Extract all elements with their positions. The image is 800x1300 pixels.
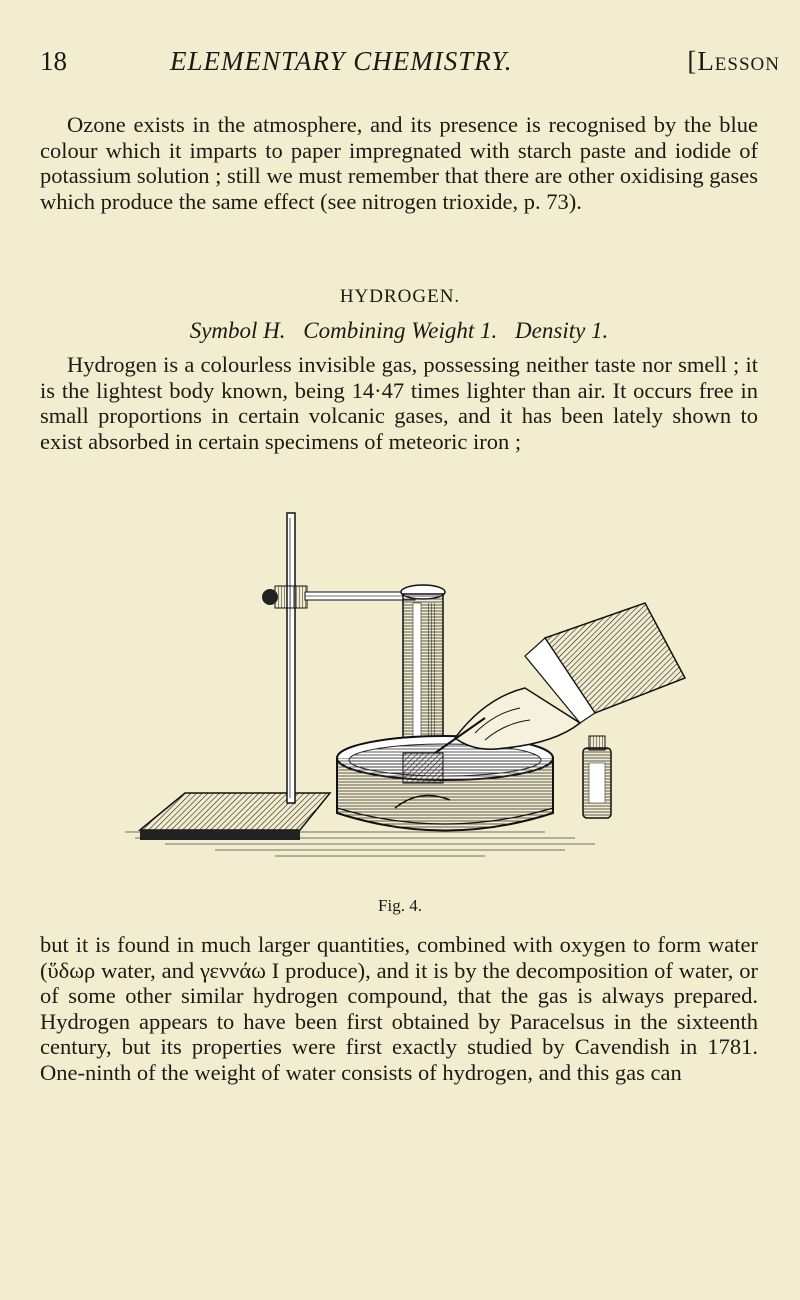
section-heading: HYDROGEN.: [339, 286, 461, 307]
paragraph-hydrogen-intro: Hydrogen is a colourless invisible gas, possessing neither taste nor smell ; it is the lightest body known, being 14·47 times lighter than air. It occurs free in small proportions in certain volcanic gases, and it has been lately shown to exist absorbed in certain specimens of meteoric iron ;: [40, 352, 758, 454]
reagent-bottle: [583, 736, 611, 818]
hand-holding-tube: [435, 603, 685, 753]
density-label: Density 1.: [515, 318, 609, 343]
paragraph-ozone: Ozone exists in the atmosphere, and its presence is recognised by the blue colour which it imparts to paper impregnated with starch paste and iodide of potassium solution ; still we must remember that there are other oxidising gases which produce the same effect (see nitrogen trioxide, p. 73).: [40, 112, 758, 214]
water-trough: [337, 736, 553, 831]
apparatus-illustration: [125, 508, 695, 873]
running-title: ELEMENTARY CHEMISTRY.: [170, 46, 513, 76]
symbol-label: Symbol H.: [189, 318, 286, 343]
clamp-arm: [262, 586, 415, 608]
page-header: [40, 46, 780, 86]
section-label: [Lesson: [687, 46, 780, 76]
figure-caption: Fig. 4.: [378, 896, 422, 915]
combining-weight-label: Combining Weight 1.: [303, 318, 498, 343]
properties-line: [40, 318, 758, 344]
stand-base: [140, 793, 330, 840]
page-number: 18: [40, 46, 67, 76]
stand-rod: [287, 513, 295, 803]
paragraph-hydrogen-continued: but it is found in much larger quantities, combined with oxygen to form water (ὕδωρ water, and γεννάω I produce), and it is by the decomposition of water, or of some other similar hydrogen compound, that the gas is always prepared. Hydrogen appears to have been first obtained by Paracelsus in the sixteenth century, but its properties were first exactly studied by Cavendish in 1781. One-ninth of the weight of water consists of hydrogen, and this gas can: [40, 932, 758, 1085]
